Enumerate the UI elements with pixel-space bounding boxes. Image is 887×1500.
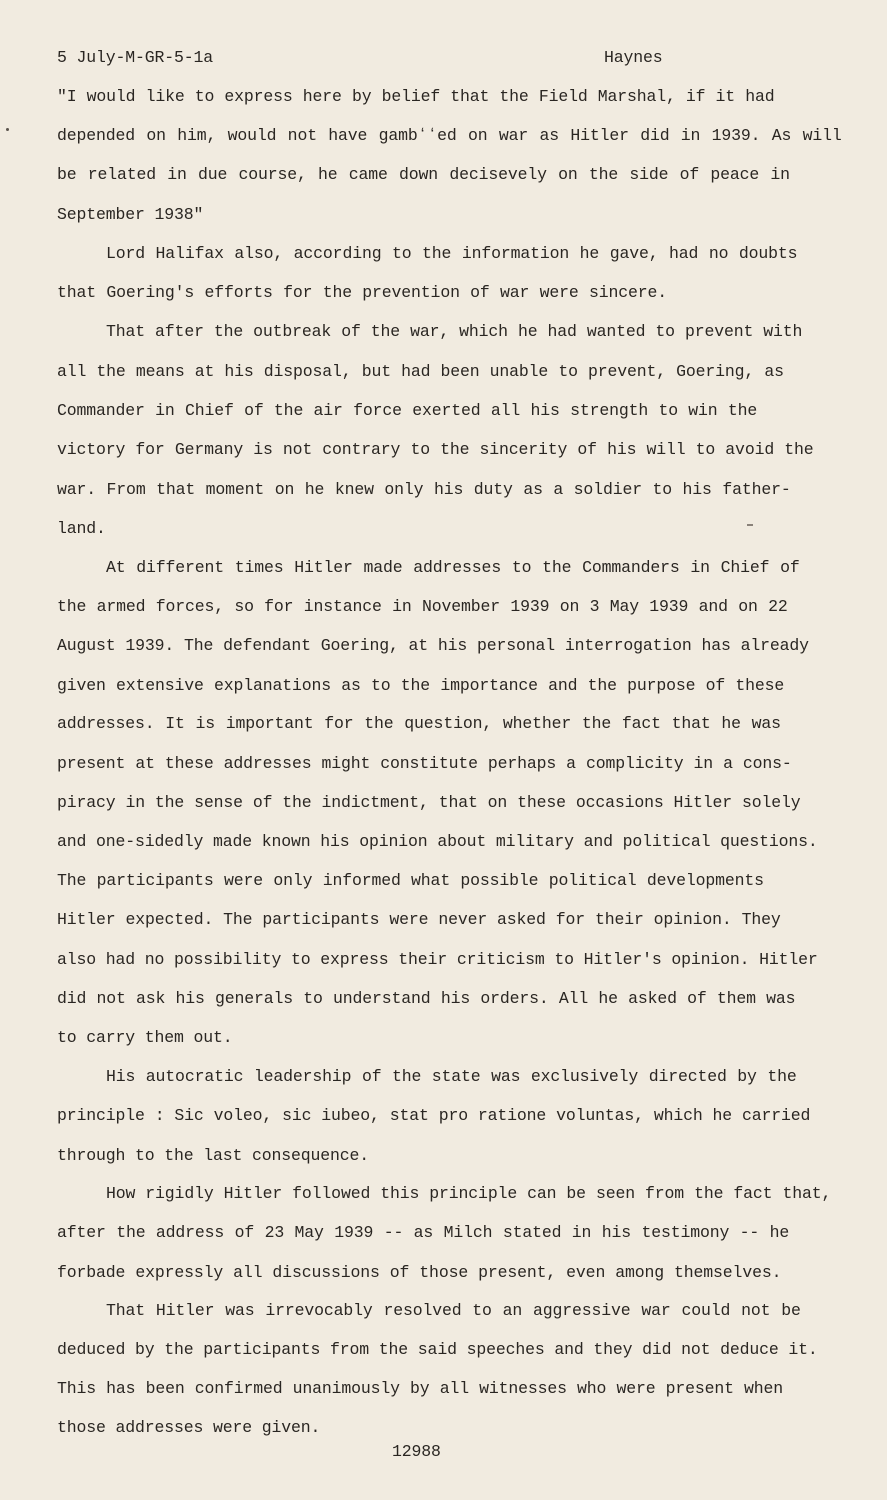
body-line: At different times Hitler made addresses to the Commanders in Chief of [106,558,800,577]
body-line: also had no possibility to express their criticism to Hitler's opinion. Hitler [57,950,818,969]
body-line: Hitler expected. The participants were never asked for their opinion. They [57,910,781,929]
body-line: addresses. It is important for the question, whether the fact that he was [57,714,781,733]
margin-mark [6,128,9,131]
body-line: be related in due course, he came down decisevely on the side of peace in [57,165,790,184]
body-line: present at these addresses might constitute perhaps a complicity in a cons- [57,754,792,773]
body-line: all the means at his disposal, but had been unable to prevent, Goering, as [57,362,784,381]
transcript-reference: 5 July-M-GR-5-1a [57,48,214,67]
body-line: depended on him, would not have gambʻʻed on war as Hitler did in 1939. As will [57,126,842,145]
page-number: 12988 [392,1442,441,1461]
body-line: That Hitler was irrevocably resolved to an aggressive war could not be [106,1301,801,1320]
body-line: This has been confirmed unanimously by all witnesses who were present when [57,1379,784,1398]
body-line: piracy in the sense of the indictment, that on these occasions Hitler solely [57,793,801,812]
body-line: August 1939. The defendant Goering, at his personal interrogation has already [57,636,809,655]
body-line: The participants were only informed what possible political developments [57,871,764,890]
body-line: land. [57,519,106,538]
body-line: war. From that moment on he knew only his duty as a soldier to his father- [57,480,791,499]
body-line: that Goering's efforts for the prevention of war were sincere. [57,283,668,302]
body-line: and one-sidedly made known his opinion about military and political questions. [57,832,818,851]
body-line: to carry them out. [57,1028,233,1047]
body-line: those addresses were given. [57,1418,321,1437]
body-line: the armed forces, so for instance in November 1939 on 3 May 1939 and on 22 [57,597,788,616]
body-line: Lord Halifax also, according to the information he gave, had no doubts [106,244,798,263]
body-line: How rigidly Hitler followed this principle can be seen from the fact that, [106,1184,832,1203]
stray-mark [747,524,753,526]
body-line: deduced by the participants from the said speeches and they did not deduce it. [57,1340,818,1359]
reporter-name: Haynes [604,48,663,67]
body-line: September 1938" [57,205,204,224]
body-line: given extensive explanations as to the importance and the purpose of these [57,676,785,695]
body-line: through to the last consequence. [57,1146,370,1165]
body-line: after the address of 23 May 1939 -- as Milch stated in his testimony -- he [57,1223,790,1242]
body-line: His autocratic leadership of the state was exclusively directed by the [106,1067,797,1086]
body-line: did not ask his generals to understand his orders. All he asked of them was [57,989,796,1008]
body-line: That after the outbreak of the war, which he had wanted to prevent with [106,322,803,341]
body-line: forbade expressly all discussions of those present, even among themselves. [57,1263,782,1282]
body-line: victory for Germany is not contrary to the sincerity of his will to avoid the [57,440,814,459]
body-line: Commander in Chief of the air force exerted all his strength to win the [57,401,758,420]
body-line: "I would like to express here by belief that the Field Marshal, if it had [57,87,775,106]
body-line: principle : Sic voleo, sic iubeo, stat pro ratione voluntas, which he carried [57,1106,811,1125]
